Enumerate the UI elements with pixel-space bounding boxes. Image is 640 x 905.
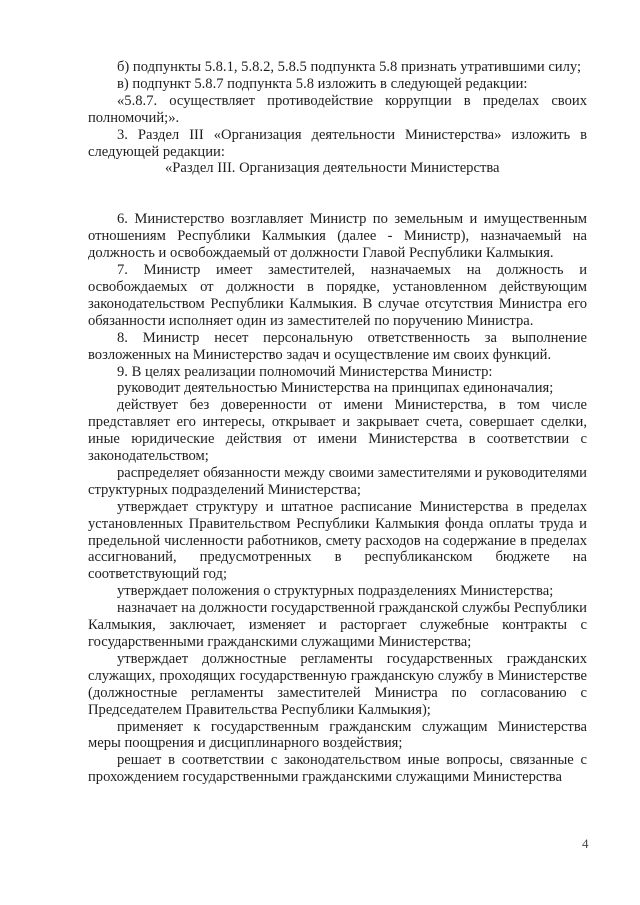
section-heading: «Раздел III. Организация деятельности Министерства xyxy=(165,160,500,177)
paragraph-b: б) подпункты 5.8.1, 5.8.2, 5.8.5 подпункта 5.8 признать утратившими силу; xyxy=(117,59,582,75)
page-number: 4 xyxy=(582,836,589,851)
paragraph-9: 9. В целях реализации полномочий Министерства Министр: xyxy=(117,363,493,380)
paragraph-v: в) подпункт 5.8.7 подпункта 5.8 изложить в следующей редакции: xyxy=(117,75,528,92)
list-item: утверждает должностные регламенты государственных гражданских служащих, проходящих государственную гражданскую службу в Министерстве (должностные регламенты заместителей Министра по согласованию с Председателем Правительства Республики Калмыкия); xyxy=(88,650,587,718)
paragraph-quote-5-8-7: «5.8.7. осуществляет противодействие коррупции в пределах своих полномочий;». xyxy=(88,92,587,126)
list-item: назначает на должности государственной гражданской службы Республики Калмыкия, заключает, изменяет и расторгает служебные контракты с государственными гражданскими служащими Министерства; xyxy=(88,600,587,650)
list-item: распределяет обязанности между своими заместителями и руководителями структурных подразделений Министерства; xyxy=(88,464,587,498)
list-item: действует без доверенности от имени Министерства, в том числе представляет его интересы, открывает и закрывает счета, совершает сделки, иные юридические действия от имени Министерства в соответствии с законодательством; xyxy=(88,397,587,465)
list-item: применяет к государственным гражданским служащим Министерства меры поощрения и дисциплинарного воздействия; xyxy=(88,718,587,752)
paragraph-8: 8. Министр несет персональную ответственность за выполнение возложенных на Министерство задач и осуществление им своих функций. xyxy=(88,329,587,363)
paragraph-7: 7. Министр имеет заместителей, назначаемых на должность и освобождаемых от должности в порядке, установленном действующим законодательством Республики Калмыкия. В случае отсутствия Министра его обязанности исполняет один из заместителей по поручению Министра. xyxy=(88,262,587,329)
list-item: утверждает структуру и штатное расписание Министерства в пределах установленных Правительством Республики Калмыкия фонда оплаты труда и предельной численности работников, смету расходов на содержание в пределах ассигнований, предусмотренных в республиканском бюджете на соответствующий год; xyxy=(88,498,587,583)
list-item: утверждает положения о структурных подразделениях Министерства; xyxy=(117,583,554,600)
document-body xyxy=(88,59,587,786)
list-item: руководит деятельностью Министерства на принципах единоначалия; xyxy=(117,380,554,397)
paragraph-6: 6. Министерство возглавляет Министр по земельным и имущественным отношениям Республики Калмыкия (далее - Министр), назначаемый на должность и освобождаемый от должности Главой Республики Калмыкия. xyxy=(88,211,587,262)
heading-spacer xyxy=(88,177,587,211)
paragraph-3: 3. Раздел III «Организация деятельности Министерства» изложить в следующей редакции: xyxy=(88,126,587,160)
list-item: решает в соответствии с законодательством иные вопросы, связанные с прохождением государственными гражданскими служащими Министерства xyxy=(88,752,587,786)
